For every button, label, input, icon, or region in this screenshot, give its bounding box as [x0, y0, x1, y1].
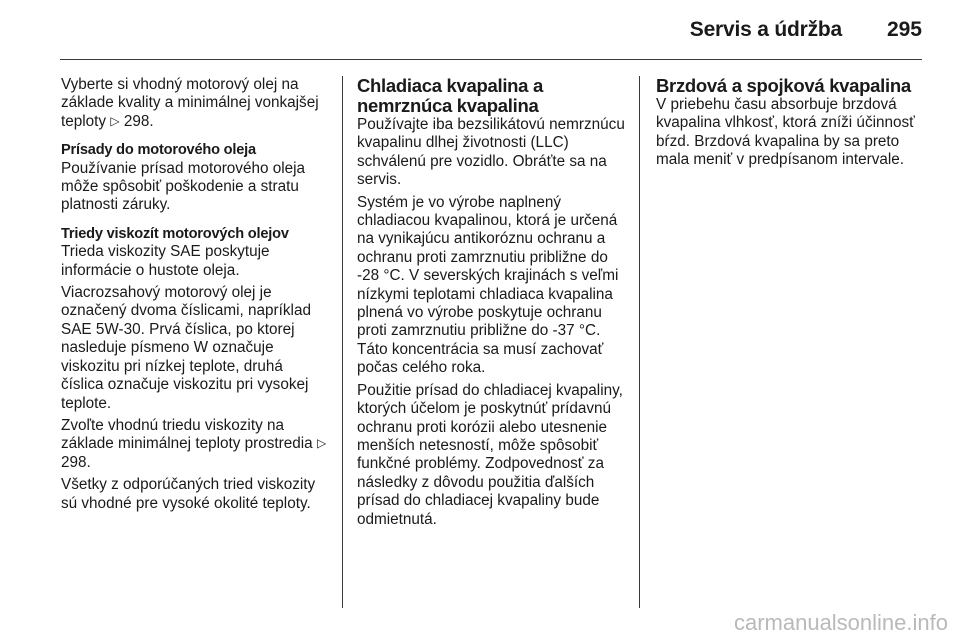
intro-text: Vyberte si vhodný motorový olej na základe kvality a minimálnej vonkajšej teploty — [61, 76, 319, 130]
coolant-text-2: Systém je vo výrobe naplnený chladiacou kvapalinou, ktorá je určená na vynikajúcu antikoróznu ochranu a ochranu proti zamrznutiu približne do -28 °C. V severských krajinách s veľmi nízkymi teplotami chladiaca kvapalina plnená vo výrobe poskytuje ochranu proti zamrznutiu približne do -37 °C. Táto koncentrácia sa musí zachovať počas celého roka. — [357, 193, 619, 377]
additives-heading: Prísady do motorového oleja — [61, 142, 256, 159]
viscosity-text-1: Trieda viskozity SAE poskytuje informácie o hustote oleja. — [61, 243, 270, 279]
intro-paragraph — [61, 76, 329, 131]
coolant-text-1: Používajte iba bezsilikátovú nemrznúcu kvapalinu dlhej životnosti (LLC) schválenú pre vozidlo. Obráťte sa na servis. — [357, 116, 625, 189]
viscosity-paragraph-3 — [61, 417, 329, 472]
intro-page-ref[interactable]: 298. — [123, 112, 154, 130]
viscosity-text-4: Všetky z odporúčaných tried viskozity sú vhodné pre vysoké okolité teploty. — [61, 476, 316, 512]
page-number: 295 — [886, 18, 922, 41]
column-1 — [61, 76, 329, 523]
reference-arrow-icon: ▷ — [110, 113, 120, 128]
column-divider — [342, 76, 343, 608]
viscosity-text-3: Zvoľte vhodnú triedu viskozity na základe minimálnej teploty prostredia — [61, 416, 313, 453]
column-divider — [639, 76, 640, 608]
additives-text: Používanie prísad motorového oleja môže spôsobiť poškodenie a stratu platnosti záruky. — [61, 159, 306, 214]
viscosity-text-2: Viacrozsahový motorový olej je označený dvoma číslicami, napríklad SAE 5W-30. Prvá číslica, po ktorej nasleduje písmeno W označuje viskozitu pri nízkej teplote, druhá číslica označuje viskozitu pri vysokej teplote. — [61, 284, 311, 412]
viscosity-heading: Triedy viskozít motorových olejov — [61, 225, 289, 242]
column-3 — [656, 76, 926, 180]
chapter-title: Servis a údržba — [689, 18, 842, 41]
reference-arrow-icon: ▷ — [316, 436, 327, 451]
brake-fluid-text: V priebehu času absorbuje brzdová kvapalina vlhkosť, ktorá zníži účinnosť bŕzd. Brzdová kvapalina by sa preto mala meniť v predpísanom intervale. — [656, 96, 915, 169]
column-2 — [357, 76, 627, 539]
brake-fluid-heading: Brzdová a spojková kvapalina — [656, 75, 911, 96]
coolant-heading: Chladiaca kvapalina a nemrznúca kvapalina — [357, 75, 543, 116]
watermark: carmanualsonline.info — [733, 610, 948, 635]
viscosity-page-ref[interactable]: 298. — [61, 453, 91, 471]
page-header — [60, 0, 922, 60]
coolant-text-3: Použitie prísad do chladiacej kvapaliny, ktorých účelom je poskytnúť prídavnú ochranu proti korózii alebo utesnenie menších netesností, môže spôsobiť funkčné problémy. Zodpovednosť za následky z dôvodu použitia ďalších prísad do chladiacej kvapaliny bude odmietnutá. — [357, 381, 623, 528]
